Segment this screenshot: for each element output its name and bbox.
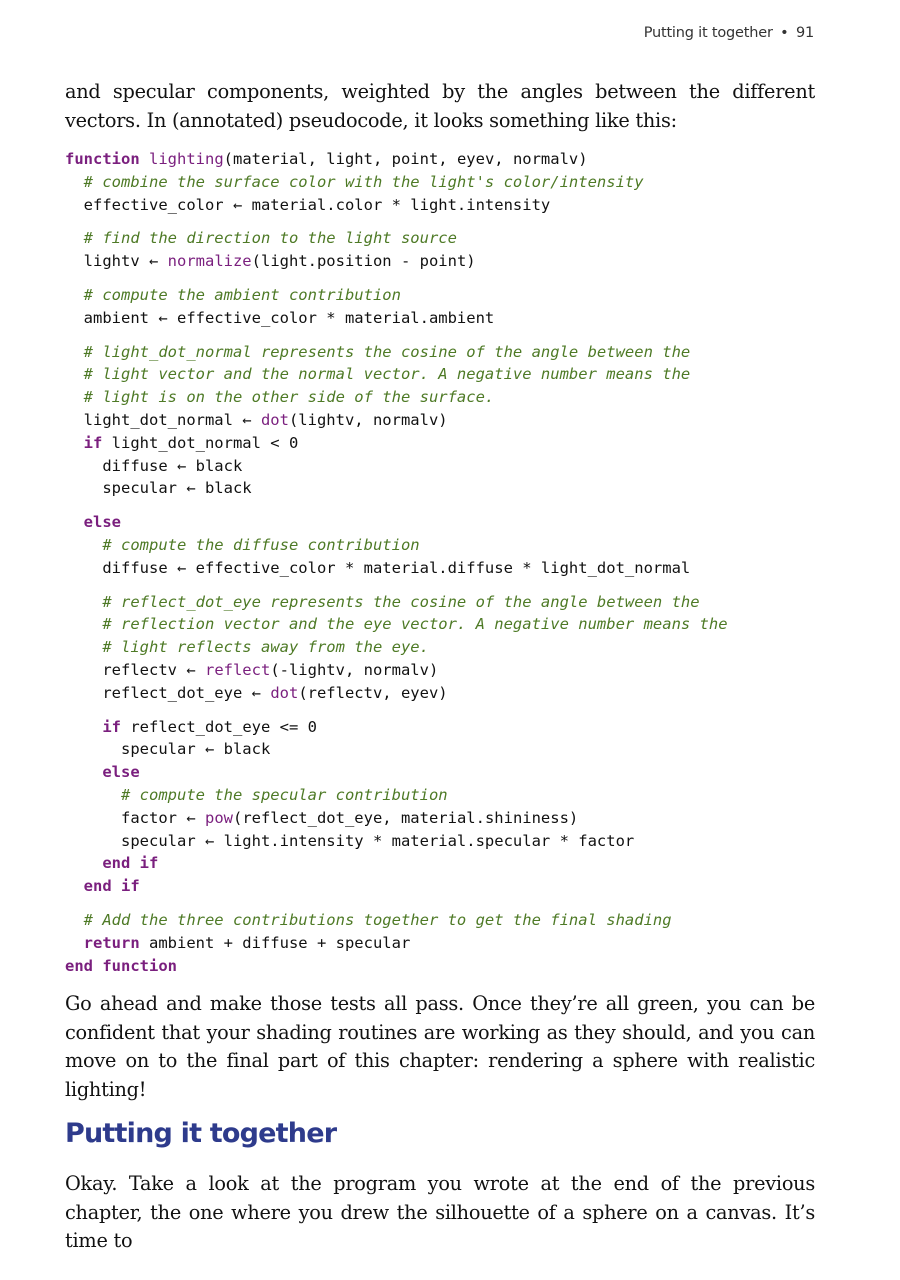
code-text: lightv ← <box>65 252 168 271</box>
code-keyword: else <box>65 513 121 532</box>
code-comment: # light_dot_normal represents the cosine of the angle between the <box>65 342 691 361</box>
code-text: (light.position - point) <box>251 252 476 271</box>
code-gap <box>65 273 825 284</box>
code-line <box>65 250 825 273</box>
code-line <box>65 194 825 217</box>
code-line <box>65 227 825 250</box>
code-text: ambient + diffuse + specular <box>139 933 411 952</box>
code-text: diffuse ← effective_color * material.diffuse * light_dot_normal <box>65 558 691 577</box>
code-line <box>65 682 825 705</box>
code-line <box>65 341 825 364</box>
code-text: reflectv ← <box>65 660 205 679</box>
code-line <box>65 409 825 432</box>
running-title: Putting it together <box>643 25 773 41</box>
code-line <box>65 909 825 932</box>
code-text: (material, light, point, eyev, normalv) <box>223 150 588 168</box>
running-head <box>644 25 814 41</box>
code-comment: # reflect_dot_eye represents the cosine of the angle between the <box>65 592 700 611</box>
code-keyword: return <box>65 933 140 952</box>
code-line <box>65 738 825 761</box>
code-comment: # light is on the other side of the surface. <box>65 388 495 407</box>
code-text: light_dot_normal ← <box>65 410 261 429</box>
code-function: reflect <box>204 660 271 679</box>
code-keyword: end if <box>65 854 159 873</box>
code-line <box>65 591 825 614</box>
code-comment: # combine the surface color with the light's color/intensity <box>65 172 644 191</box>
code-line <box>65 534 825 557</box>
code-line <box>65 955 825 978</box>
code-comment: # compute the specular contribution <box>65 785 448 804</box>
code-function: normalize <box>167 252 252 271</box>
page-number: 91 <box>795 25 814 41</box>
code-function: dot <box>270 683 299 702</box>
code-text: ambient ← effective_color * material.ambient <box>65 308 495 327</box>
code-line <box>65 852 825 875</box>
code-line <box>65 636 825 659</box>
code-gap <box>65 330 825 341</box>
code-line <box>65 477 825 500</box>
code-gap <box>65 705 825 716</box>
code-keyword: function <box>65 150 149 168</box>
code-function: pow <box>204 808 233 827</box>
intro-paragraph: and specular components, weighted by the angles between the different vectors. In (annotated) pseudocode, it looks something like this: <box>65 80 815 132</box>
code-text: (-lightv, normalv) <box>270 660 439 679</box>
section-heading: Putting it together <box>65 1118 337 1149</box>
code-line <box>65 932 825 955</box>
code-comment: # Add the three contributions together to get the final shading <box>65 910 672 929</box>
code-function: lighting <box>149 150 224 168</box>
code-text: (reflect_dot_eye, material.shininess) <box>232 808 579 827</box>
code-text: reflect_dot_eye <= 0 <box>121 717 317 736</box>
code-comment: # compute the diffuse contribution <box>65 535 420 554</box>
code-line <box>65 284 825 307</box>
code-line <box>65 761 825 784</box>
code-line <box>65 716 825 739</box>
code-comment: # find the direction to the light source <box>65 229 457 248</box>
code-line <box>65 659 825 682</box>
code-text: (lightv, normalv) <box>288 410 448 429</box>
code-comment: # light vector and the normal vector. A negative number means the <box>65 365 691 384</box>
code-line <box>65 363 825 386</box>
code-keyword: end if <box>65 877 140 896</box>
code-gap <box>65 500 825 511</box>
code-function: dot <box>260 410 289 429</box>
code-text: factor ← <box>65 808 205 827</box>
code-line <box>65 830 825 853</box>
code-line <box>65 148 825 171</box>
code-line <box>65 511 825 534</box>
code-line <box>65 171 825 194</box>
code-gap <box>65 216 825 227</box>
code-text: (reflectv, eyev) <box>298 683 448 702</box>
code-comment: # reflection vector and the eye vector. A negative number means the <box>65 615 728 634</box>
code-text: reflect_dot_eye ← <box>65 683 271 702</box>
code-comment: # compute the ambient contribution <box>65 285 401 304</box>
code-text: diffuse ← black <box>65 456 243 475</box>
code-text: specular ← black <box>65 479 252 498</box>
outro-paragraph: Go ahead and make those tests all pass. Once they’re all green, you can be confident that your shading routines are working as they should, and you can move on to the final part of this chapter: rendering a sphere with realistic lighting! <box>65 992 815 1101</box>
code-line <box>65 432 825 455</box>
code-line <box>65 784 825 807</box>
section-paragraph: Okay. Take a look at the program you wrote at the end of the previous chapter, the one where you drew the silhouette of a sphere on a canvas. It’s time to <box>65 1172 815 1252</box>
pseudocode-block <box>65 148 825 977</box>
code-keyword: end function <box>65 956 177 975</box>
code-keyword: if <box>65 433 103 452</box>
code-line <box>65 557 825 580</box>
code-line <box>65 307 825 330</box>
code-comment: # light reflects away from the eye. <box>65 638 429 657</box>
code-keyword: if <box>65 717 121 736</box>
code-keyword: else <box>65 763 140 782</box>
code-line <box>65 613 825 636</box>
running-head-bullet: • <box>780 25 789 41</box>
code-text: specular ← light.intensity * material.specular * factor <box>65 831 635 850</box>
code-line <box>65 386 825 409</box>
code-gap <box>65 898 825 909</box>
code-line <box>65 807 825 830</box>
code-line <box>65 455 825 478</box>
code-text: specular ← black <box>65 740 271 759</box>
code-line <box>65 875 825 898</box>
code-text: effective_color ← material.color * light.intensity <box>65 195 551 214</box>
code-gap <box>65 580 825 591</box>
code-text: light_dot_normal < 0 <box>102 433 299 452</box>
